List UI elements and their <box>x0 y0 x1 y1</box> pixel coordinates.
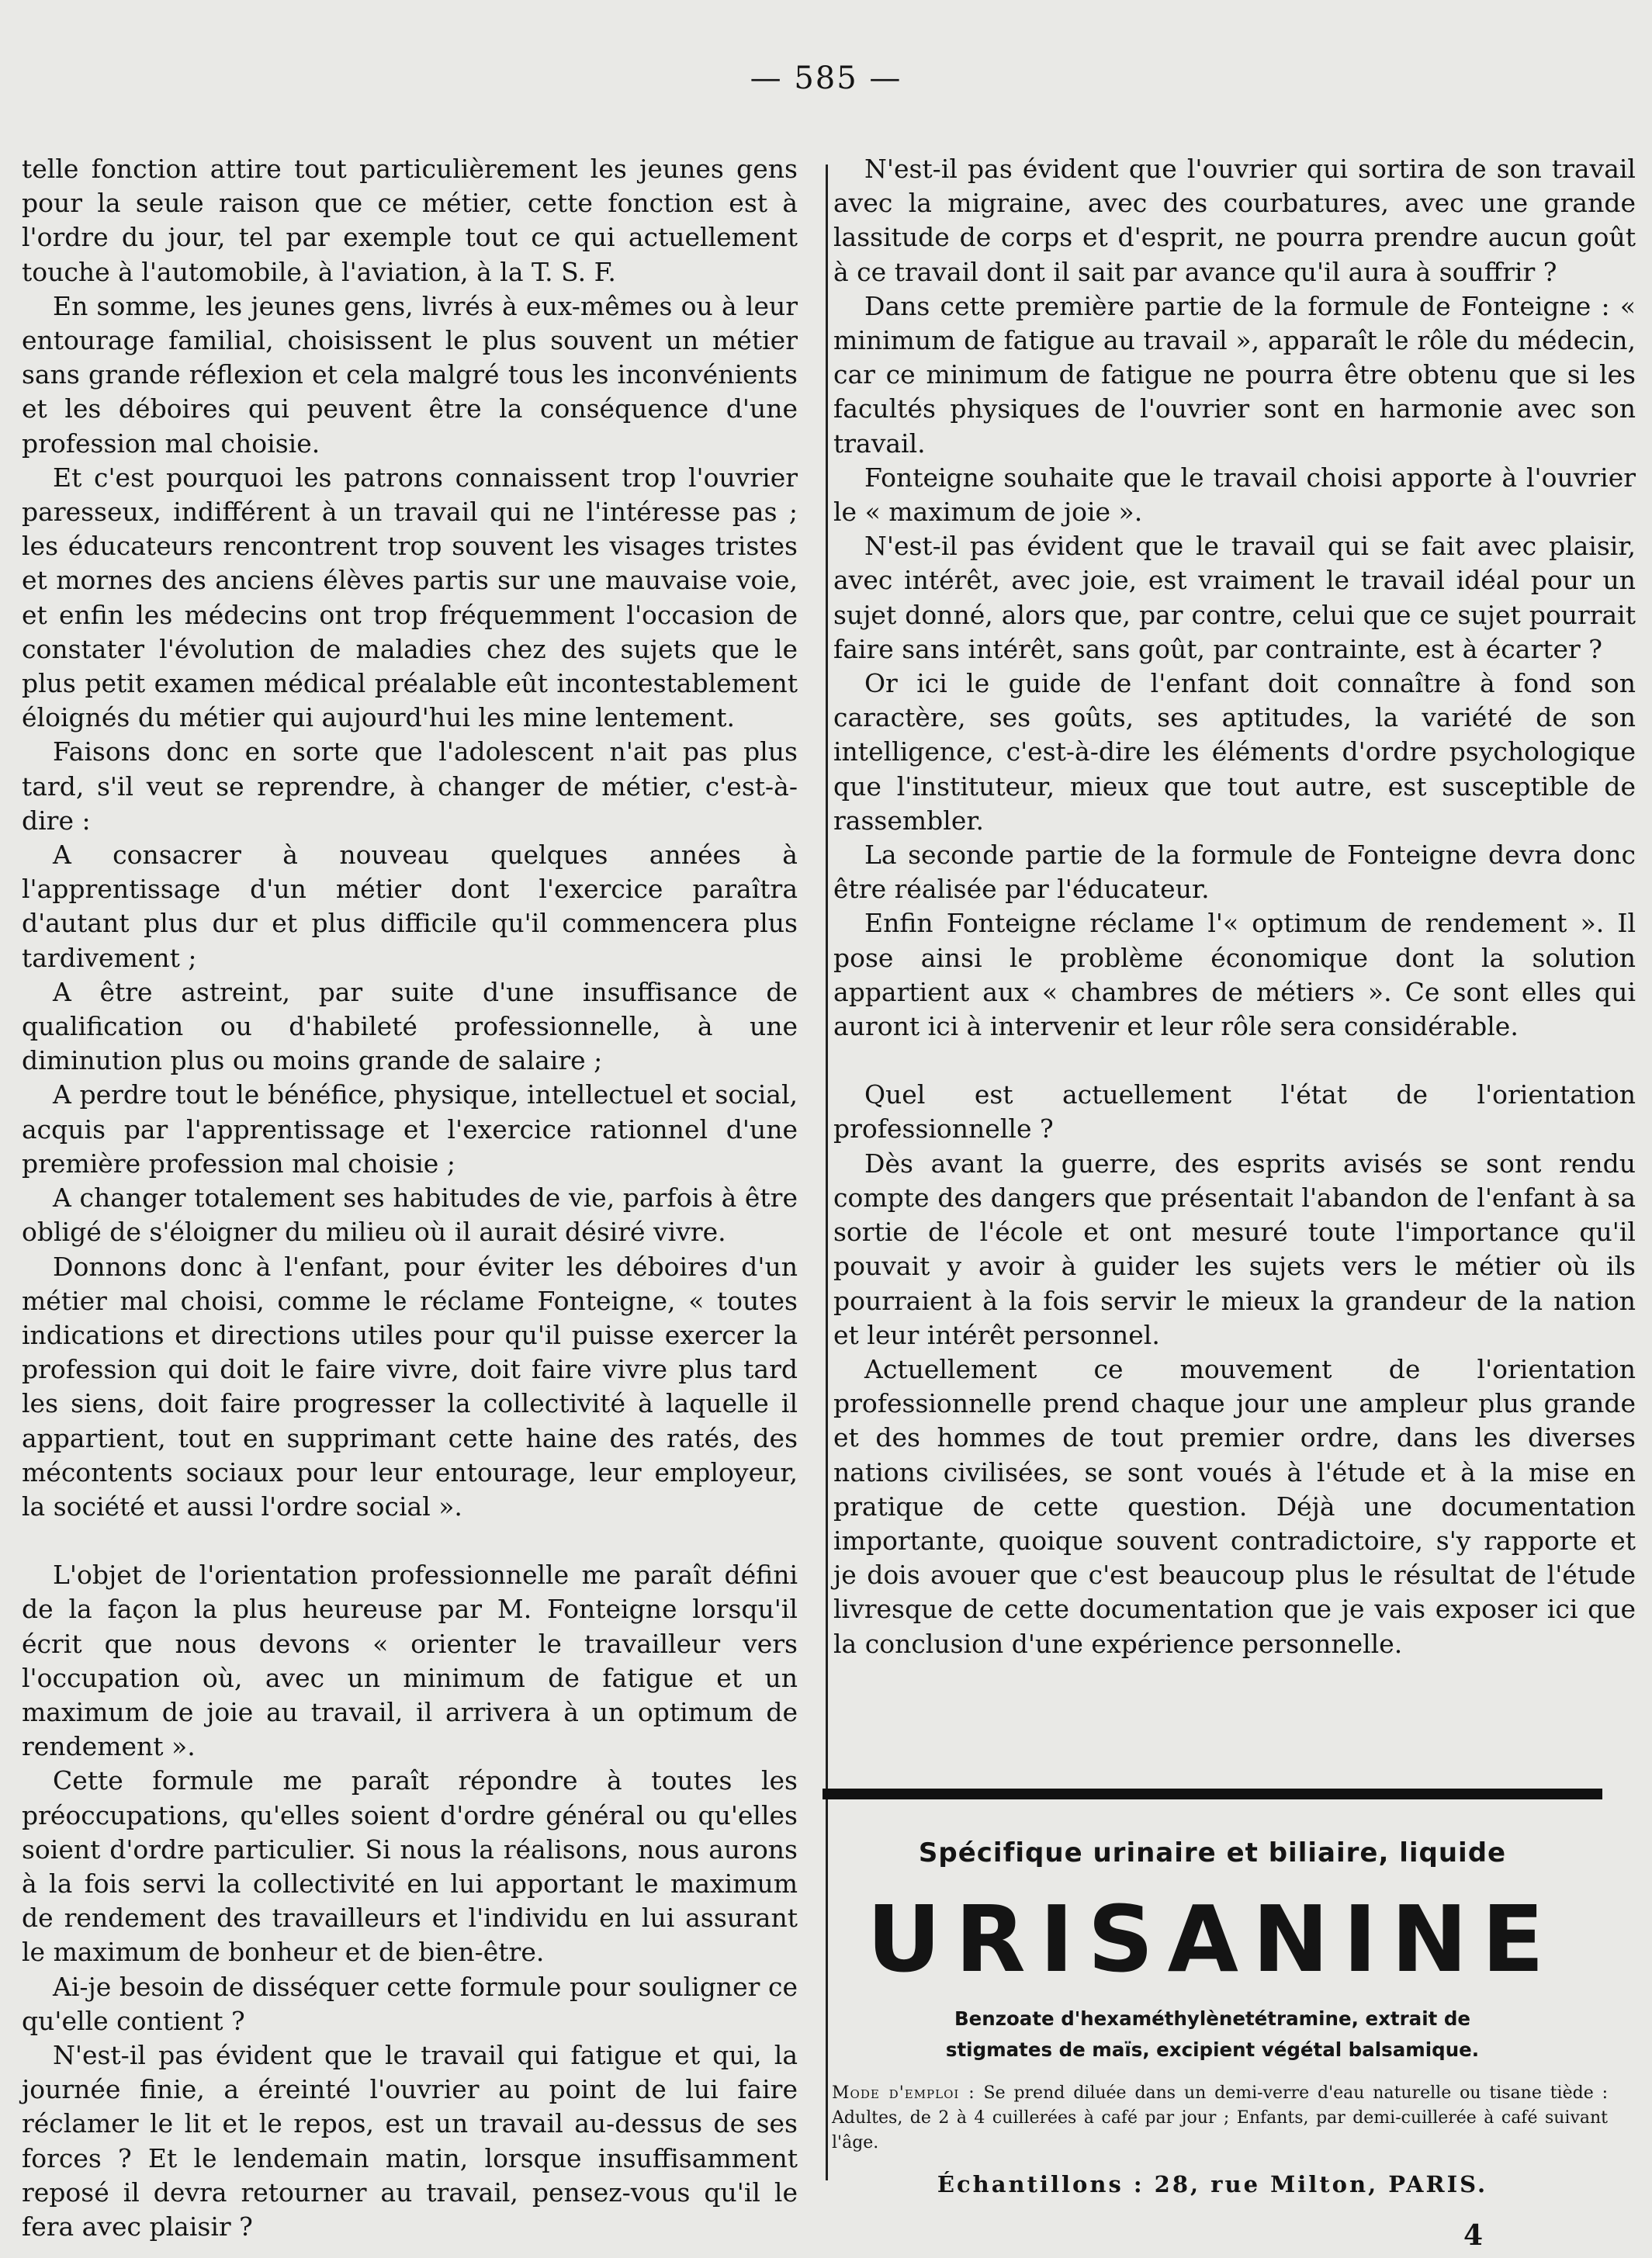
ad-composition <box>823 2003 1602 2066</box>
paragraph: En somme, les jeunes gens, livrés à eux-mêmes ou à leur entourage familial, choisissent le plus souvent un métier sans grande réflexion et cela malgré tous les inconvénients et les déboires qui peuvent être la conséquence d'une profession mal choisie. <box>22 290 798 459</box>
ad-brand-name: URISANINE <box>867 1886 1558 1993</box>
paragraph: telle fonction attire tout particulièrement les jeunes gens pour la seule raison que ce métier, cette fonction est à l'ordre du jour, tel par exemple tout ce qui actuellement touche à l'automobile, à l'aviation, à la T. S. F. <box>22 154 798 287</box>
paragraph: L'objet de l'orientation professionnelle me paraît défini de la façon la plus heureuse par M. Fonteigne lorsqu'il écrit que nous devons « orienter le travailleur vers l'occupation où, avec un minimum de fatigue et un maximum de joie au travail, il arrivera à un optimum de rendement ». <box>22 1560 798 1762</box>
paragraph: N'est-il pas évident que l'ouvrier qui sortira de son travail avec la migraine, avec des courbatures, avec une grande lassitude de corps et d'esprit, ne pourra prendre aucun goût à ce travail dont il sait par avance qu'il aura à souffrir ? <box>833 154 1636 287</box>
ad-usage-text: Se prend diluée dans un demi-verre d'eau naturelle ou tisane tiède : Adultes, de 2 à 4 cuillerées à café par jour ; Enfants, par demi-cuillerée à café suivant l'âge. <box>832 2083 1608 2152</box>
right-column <box>833 152 1636 1661</box>
sheet-number: 4 <box>1463 2219 1484 2252</box>
ad-composition-line: Benzoate d'hexaméthylènetétramine, extrait de <box>954 2007 1470 2030</box>
paragraph: La seconde partie de la formule de Fonteigne devra donc être réalisée par l'éducateur. <box>833 840 1636 905</box>
paragraph: A changer totalement ses habitudes de vie, parfois à être obligé de s'éloigner du milieu où il aurait désiré vivre. <box>22 1183 798 1248</box>
paragraph: Or ici le guide de l'enfant doit connaître à fond son caractère, ses goûts, ses aptitudes, la variété de son intelligence, c'est-à-dire les éléments d'ordre psychologique que l'instituteur, mieux que tout autre, est susceptible de rassembler. <box>833 668 1636 836</box>
paragraph: Et c'est pourquoi les patrons connaissent trop l'ouvrier paresseux, indifférent à un travail qui ne l'intéresse pas ; les éducateurs rencontrent trop souvent les visages tristes et mornes des anciens élèves partis sur une mauvaise voie, et enfin les médecins ont trop fréquemment l'occasion de constater l'évolution de maladies chez des sujets que le plus petit examen médical préalable eût incontestablement éloignés du métier qui aujourd'hui les mine lentement. <box>22 462 798 733</box>
advertisement-rule <box>823 1789 1602 1799</box>
paragraph: Quel est actuellement l'état de l'orientation professionnelle ? <box>833 1079 1636 1145</box>
ad-tagline: Spécifique urinaire et biliaire, liquide <box>918 1837 1507 1868</box>
paragraph: N'est-il pas évident que le travail qui se fait avec plaisir, avec intérêt, avec joie, est vraiment le travail idéal pour un sujet donné, alors que, par contre, celui que ce sujet pourrait faire sans intérêt, sans goût, par contrainte, est à écarter ? <box>833 531 1636 664</box>
paragraph: A être astreint, par suite d'une insuffisance de qualification ou d'habileté professionnelle, à une diminution plus ou moins grande de salaire ; <box>22 976 798 1076</box>
paragraph: Fonteigne souhaite que le travail choisi apporte à l'ouvrier le « maximum de joie ». <box>833 462 1636 528</box>
paragraph: Actuellement ce mouvement de l'orientation professionnelle prend chaque jour une ampleur plus grande et des hommes de tout premier ordre, dans les diverses nations civilisées, se sont voués à l'étude et à la mise en pratique de cette question. Déjà une documentation importante, quoique souvent contradictoire, s'y rapporte et je dois avouer que c'est beaucoup plus le résultat de l'étude livresque de cette documentation que je vais exposer ici que la conclusion d'une expérience personnelle. <box>833 1353 1636 1659</box>
paragraph: Dès avant la guerre, des esprits avisés se sont rendu compte des dangers que présentait l'abandon de l'enfant à sa sortie de l'école et ont mesuré toute l'importance qu'il pouvait y avoir à guider les sujets vers le métier où ils pourraient à la fois servir le mieux la grandeur de la nation et leur intérêt personnel. <box>833 1148 1636 1350</box>
column-divider <box>826 165 828 2180</box>
ad-usage <box>832 2081 1608 2156</box>
ad-composition-line: stigmates de maïs, excipient végétal balsamique. <box>945 2038 1480 2061</box>
left-column <box>22 152 798 2244</box>
paragraph: Enfin Fonteigne réclame l'« optimum de rendement ». Il pose ainsi le problème économique dont la solution appartient aux « chambres de métiers ». Ce sont elles qui auront ici à intervenir et leur rôle sera considérable. <box>833 908 1636 1042</box>
paragraph: Donnons donc à l'enfant, pour éviter les déboires d'un métier mal choisi, comme le réclame Fonteigne, « toutes indications et directions utiles pour qu'il puisse exercer la profession qui doit le faire vivre, doit faire vivre plus tard les siens, doit faire progresser la collectivité à laquelle il appartient, tout en supprimant cette haine des ratés, des mécontents sociaux pour leur entourage, leur employeur, la société et aussi l'ordre social ». <box>22 1251 798 1522</box>
ad-usage-label: Mode d'emploi : <box>832 2083 975 2103</box>
paragraph: N'est-il pas évident que le travail qui fatigue et qui, la journée finie, a éreinté l'ouvrier au point de lui faire réclamer le lit et le repos, est un travail au-dessus de ses forces ? Et le lendemain matin, lorsque insuffisamment reposé il devra retourner au travail, pensez-vous qu'il le fera avec plaisir ? <box>22 2039 798 2242</box>
paragraph: Ai-je besoin de disséquer cette formule pour souligner ce qu'elle contient ? <box>22 1971 798 2036</box>
page-number: — 585 — <box>750 61 902 96</box>
paragraph: Dans cette première partie de la formule de Fonteigne : « minimum de fatigue au travail », apparaît le rôle du médecin, car ce minimum de fatigue ne pourra être obtenu que si les facultés physiques de l'ouvrier sont en harmonie avec son travail. <box>833 290 1636 459</box>
ad-samples-address: Échantillons : 28, rue Milton, PARIS. <box>937 2171 1488 2197</box>
paragraph: A perdre tout le bénéfice, physique, intellectuel et social, acquis par l'apprentissage et l'exercice rationnel d'une première profession mal choisie ; <box>22 1079 798 1179</box>
paragraph: Cette formule me paraît répondre à toutes les préoccupations, qu'elles soient d'ordre général ou qu'elles soient d'ordre particulier. Si nous la réalisons, nous aurons à la fois servi la collectivité en lui apportant le maximum de rendement des travailleurs et l'individu en lui assurant le maximum de bonheur et de bien-être. <box>22 1765 798 1968</box>
paragraph: Faisons donc en sorte que l'adolescent n'ait pas plus tard, s'il veut se reprendre, à changer de métier, c'est-à-dire : <box>22 736 798 836</box>
paragraph: A consacrer à nouveau quelques années à l'apprentissage d'un métier dont l'exercice paraîtra d'autant plus dur et plus difficile qu'il commencera plus tardivement ; <box>22 840 798 973</box>
